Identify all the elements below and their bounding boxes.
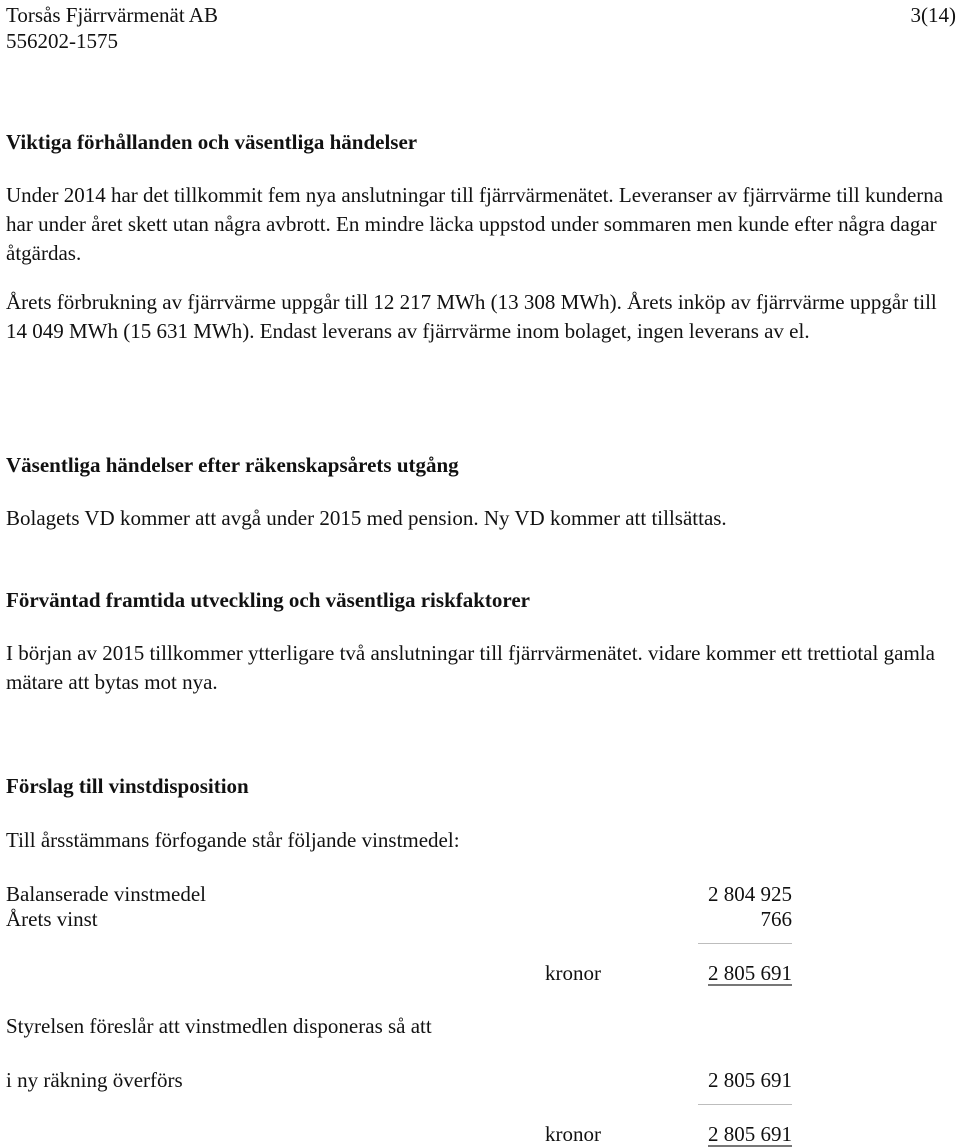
total-label: kronor [545, 961, 601, 985]
paragraph-consumption: Årets förbrukning av fjärrvärme uppgår till 12 217 MWh (13 308 MWh). Årets inköp av fjärrvärme uppgår till 14 049 MWh (15 631 MWh). Endast leverans av fjärrvärme inom bolaget, ingen leverans av el. [6, 290, 937, 343]
proposal-text: Styrelsen föreslår att vinstmedlen disponeras så att [6, 1014, 432, 1038]
heading-future-outlook: Förväntad framtida utveckling och väsentliga riskfaktorer [6, 588, 530, 612]
heading-profit-allocation: Förslag till vinstdisposition [6, 774, 249, 798]
total2-label: kronor [545, 1122, 601, 1146]
intro-funds-available: Till årsstämmans förfogande står följande vinstmedel: [6, 828, 460, 852]
row-value-retained-earnings: 2 804 925 [708, 882, 792, 906]
row-label-retained-earnings: Balanserade vinstmedel [6, 882, 207, 906]
sum-rule [698, 943, 792, 944]
heading-important-events: Viktiga förhållanden och väsentliga händelser [6, 130, 418, 154]
paragraph-future: I början av 2015 tillkommer ytterligare två anslutningar till fjärrvärmenätet. vidare kommer ett trettiotal gamla mätare att bytas mot nya. [6, 641, 935, 694]
carried-forward-label: i ny räkning överförs [6, 1068, 183, 1092]
carried-forward-value: 2 805 691 [708, 1068, 792, 1092]
total2-value: 2 805 691 [708, 1122, 792, 1146]
row-value-year-profit: 766 [760, 907, 792, 931]
page-number: 3(14) [910, 3, 956, 27]
company-name: Torsås Fjärrvärmenät AB [6, 3, 218, 27]
paragraph-ceo-change: Bolagets VD kommer att avgå under 2015 med pension. Ny VD kommer att tillsättas. [6, 506, 727, 530]
total-value: 2 805 691 [708, 961, 792, 985]
paragraph-connections: Under 2014 har det tillkommit fem nya anslutningar till fjärrvärmenätet. Leveranser av fjärrvärme till kunderna har under året skett utan några avbrott. En mindre läcka uppstod under sommaren men kunde efter några dagar åtgärdas. [6, 183, 944, 265]
sum-rule-2 [698, 1104, 792, 1105]
row-label-year-profit: Årets vinst [6, 907, 98, 931]
heading-subsequent-events: Väsentliga händelser efter räkenskapsårets utgång [6, 453, 459, 477]
org-number: 556202-1575 [6, 29, 118, 53]
